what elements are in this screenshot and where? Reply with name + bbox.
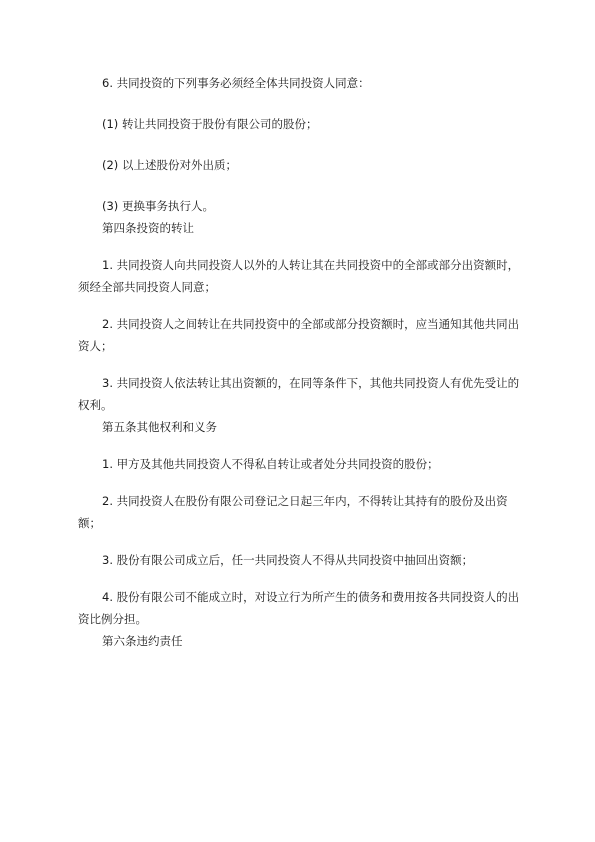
paragraph-article-5-4: 4. 股份有限公司不能成立时，对设立行为所产生的债务和费用按各共同投资人的出资比例分担。 bbox=[78, 590, 520, 626]
paragraph-article-5-1: 1. 甲方及其他共同投资人不得私自转让或者处分共同投资的股份； bbox=[102, 457, 439, 471]
paragraph-article-5-2: 2. 共同投资人在股份有限公司登记之日起三年内，不得转让其持有的股份及出资额； bbox=[78, 494, 508, 530]
document-body bbox=[78, 72, 530, 652]
section-heading-article-6: 第六条违约责任 bbox=[102, 634, 183, 648]
paragraph-item-3: (3) 更换事务执行人。 bbox=[102, 199, 214, 213]
paragraph-item-2: (2) 以上述股份对外出质； bbox=[102, 158, 237, 172]
paragraph-article-5-3: 3. 股份有限公司成立后，任一共同投资人不得从共同投资中抽回出资额； bbox=[102, 553, 474, 567]
paragraph-article-4-1: 1. 共同投资人向共同投资人以外的人转让其在共同投资中的全部或部分出资额时，须经全部共同投资人同意； bbox=[78, 258, 520, 294]
section-heading-article-5: 第五条其他权利和义务 bbox=[102, 420, 217, 434]
paragraph-article-4-3: 3. 共同投资人依法转让其出资额的，在同等条件下，其他共同投资人有优先受让的权利。 bbox=[78, 376, 520, 412]
paragraph-article-4-2: 2. 共同投资人之间转让在共同投资中的全部或部分投资额时，应当通知其他共同出资人； bbox=[78, 317, 520, 353]
section-heading-article-4: 第四条投资的转让 bbox=[102, 221, 194, 235]
paragraph-clause-6: 6. 共同投资的下列事务必须经全体共同投资人同意： bbox=[102, 76, 370, 90]
paragraph-item-1: (1) 转让共同投资于股份有限公司的股份； bbox=[102, 117, 318, 131]
